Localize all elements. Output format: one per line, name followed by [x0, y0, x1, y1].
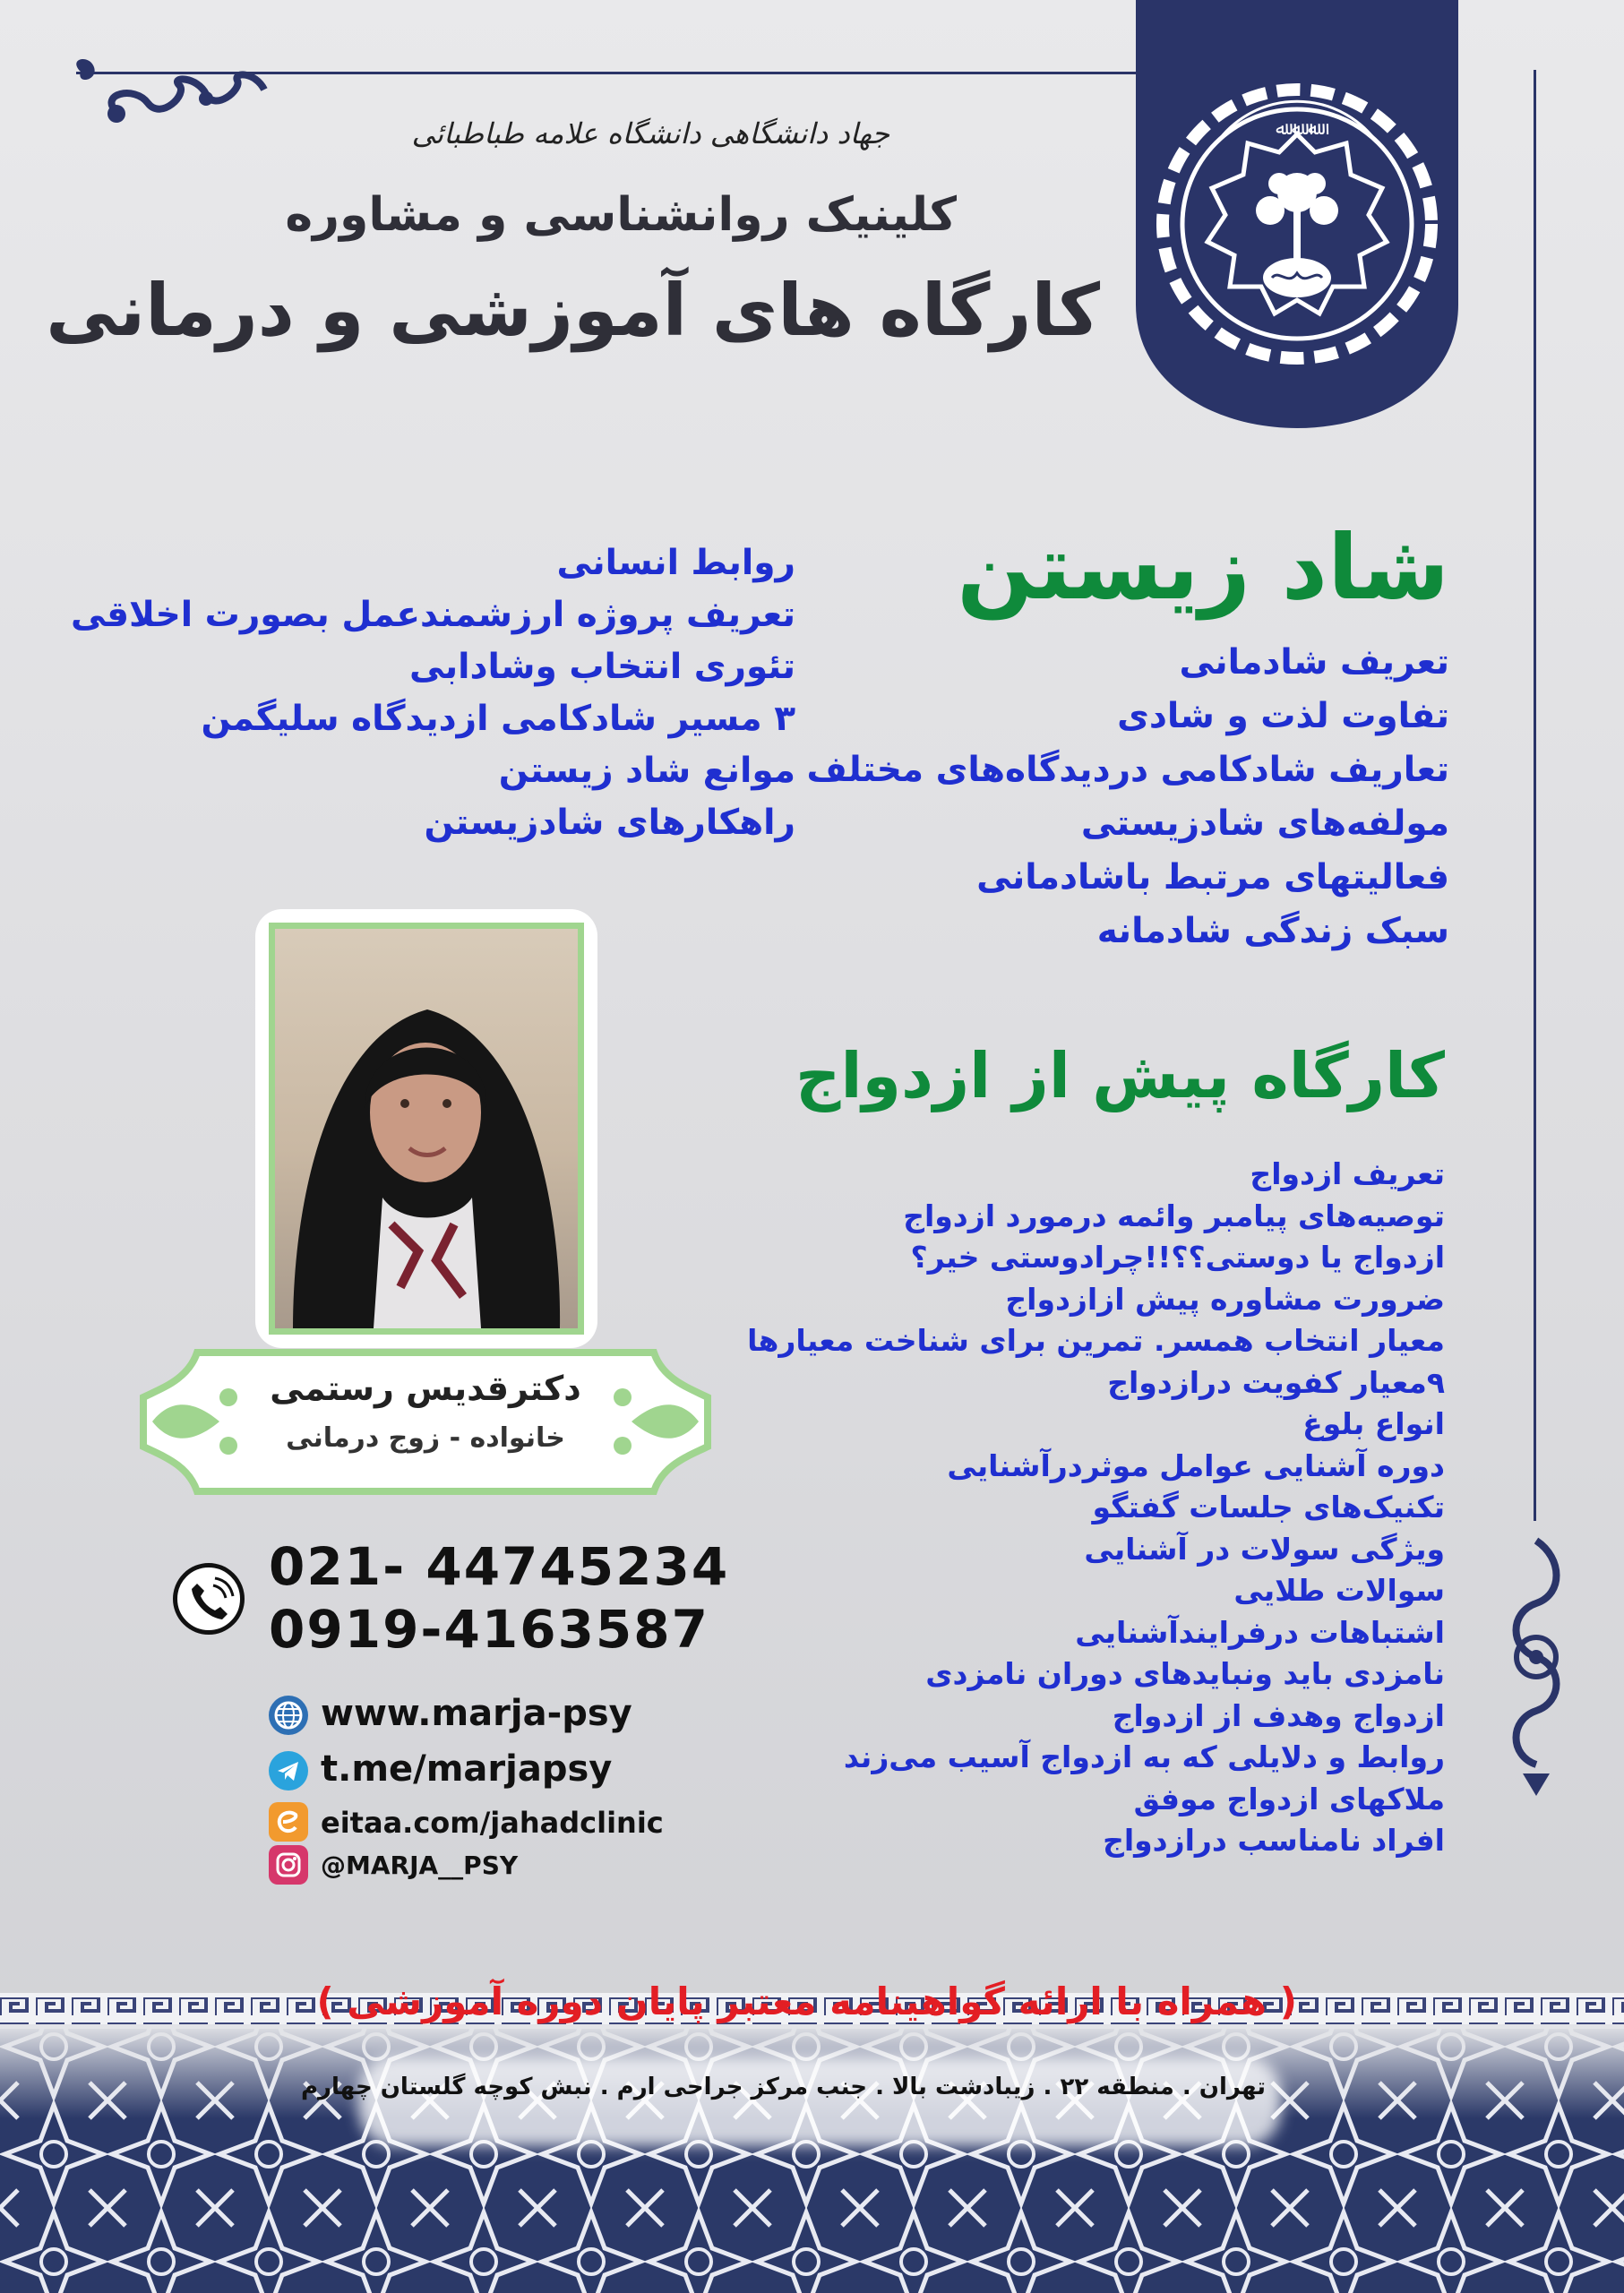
list-item: ویژگی سولات در آشنایی: [1084, 1531, 1445, 1567]
list-item: افراد نامناسب درازدواج: [1103, 1823, 1445, 1858]
right-frame-line: [1534, 70, 1536, 1521]
list-item: تعریف شادمانی: [1179, 642, 1449, 683]
globe-icon: [269, 1696, 308, 1735]
instagram-link[interactable]: @MARJA__PSY: [321, 1851, 519, 1880]
list-item: معیار انتخاب همسر. تمرین برای شناخت معیارها: [747, 1323, 1445, 1358]
list-item: اشتباهات درفرایندآشنایی: [1075, 1614, 1445, 1650]
list-item: تکنیک‌های جلسات گفتگو: [1092, 1490, 1445, 1524]
organization-name: جهاد دانشگاهی دانشگاه علامه طباطبائی: [411, 116, 889, 150]
clinic-name: کلینیک روانشناسی و مشاوره: [285, 188, 957, 242]
list-item: روابط و دلایلی که به ازدواج آسیب می‌زند: [843, 1739, 1445, 1774]
list-item: ۳ مسیر شادکامی ازدیدگاه سلیگمن: [201, 699, 795, 739]
instagram-icon: [269, 1845, 308, 1885]
telegram-icon: [269, 1751, 308, 1791]
section-title-happy-living: شاد زیستن: [957, 515, 1449, 620]
list-item: ازدواج وهدف از ازدواج: [1112, 1697, 1445, 1733]
instructor-name: دکترقدیس رستمی: [270, 1369, 581, 1408]
list-item: تعاریف شادکامی دردیدگاه‌های مختلف: [806, 750, 1449, 790]
list-item: نامزدی باید ونبایدهای دوران نامزدی: [925, 1656, 1445, 1691]
page-title: کارگاه های آموزشی و درمانی: [46, 269, 1100, 352]
ornament-right-icon: [1487, 1532, 1585, 1800]
instructor-portrait-icon: [275, 929, 578, 1328]
list-item: تعریف پروژه ارزشمندعمل بصورت اخلاقی: [70, 595, 795, 635]
certificate-note: ( همراه با ارائه گواهینامه معتبر پایان دوره آموزشی ): [316, 1980, 1297, 2023]
eitaa-link[interactable]: eitaa.com/jahadclinic: [321, 1806, 664, 1840]
list-item: ۹معیار کفویت درازدواج: [1107, 1364, 1445, 1400]
ornament-top-left-icon: [63, 49, 296, 139]
instructor-photo: [269, 923, 584, 1335]
svg-text:ﷲ ﷲ ﷲ: ﷲ ﷲ ﷲ: [1276, 117, 1319, 139]
list-item: تفاوت لذت و شادی: [1117, 696, 1449, 736]
list-item: تئوری انتخاب وشادابی: [409, 647, 795, 687]
emblem-logo: [1136, 0, 1458, 428]
list-item: روابط انسانی: [556, 543, 795, 583]
phone-icon: [173, 1563, 245, 1635]
list-item: موانع شاد زیستن: [498, 751, 795, 791]
phone-number-1[interactable]: 021- 44745234: [269, 1536, 730, 1597]
happy-living-list-right: [807, 636, 1449, 958]
list-item: ملاکهای ازدواج موفق: [1133, 1781, 1445, 1816]
list-item: ضرورت مشاوره پیش ازازدواج: [1005, 1281, 1445, 1317]
website-link[interactable]: www.marja-psy: [321, 1693, 632, 1734]
address-text: تهران . منطقه ۲۲ . زیبادشت بالا . جنب مرکز جراحی ارم . نبش کوچه گلستان چهارم: [301, 2074, 1266, 2100]
section-title-premarital: کارگاه پیش از ازدواج: [795, 1039, 1445, 1112]
premarital-list: [747, 1154, 1445, 1862]
list-item: تعریف ازدواج: [1250, 1156, 1445, 1191]
phone-number-2[interactable]: 0919-4163587: [269, 1599, 709, 1660]
eitaa-icon: [269, 1802, 308, 1842]
list-item: دوره آشنایی عوامل موثردرآشنایی: [947, 1447, 1445, 1483]
instructor-role: خانواده - زوج درمانی: [286, 1422, 565, 1454]
list-item: انواع بلوغ: [1302, 1406, 1445, 1441]
list-item: سوالات طلایی: [1233, 1573, 1445, 1608]
list-item: راهکارهای شادزیستن: [424, 803, 795, 843]
list-item: سبک زندگی شادمانه: [1096, 911, 1449, 951]
list-item: فعالیتهای مرتبط باشادمانی: [976, 857, 1449, 897]
happy-living-list-left: [71, 537, 795, 849]
list-item: مولفه‌های شادزیستی: [1080, 803, 1449, 844]
list-item: توصیه‌های پیامبر وائمه درمورد ازدواج: [903, 1198, 1445, 1233]
list-item: ازدواج یا دوستی؟؟!!چرادوستی خیر؟: [910, 1240, 1445, 1275]
telegram-link[interactable]: t.me/marjapsy: [321, 1748, 613, 1790]
